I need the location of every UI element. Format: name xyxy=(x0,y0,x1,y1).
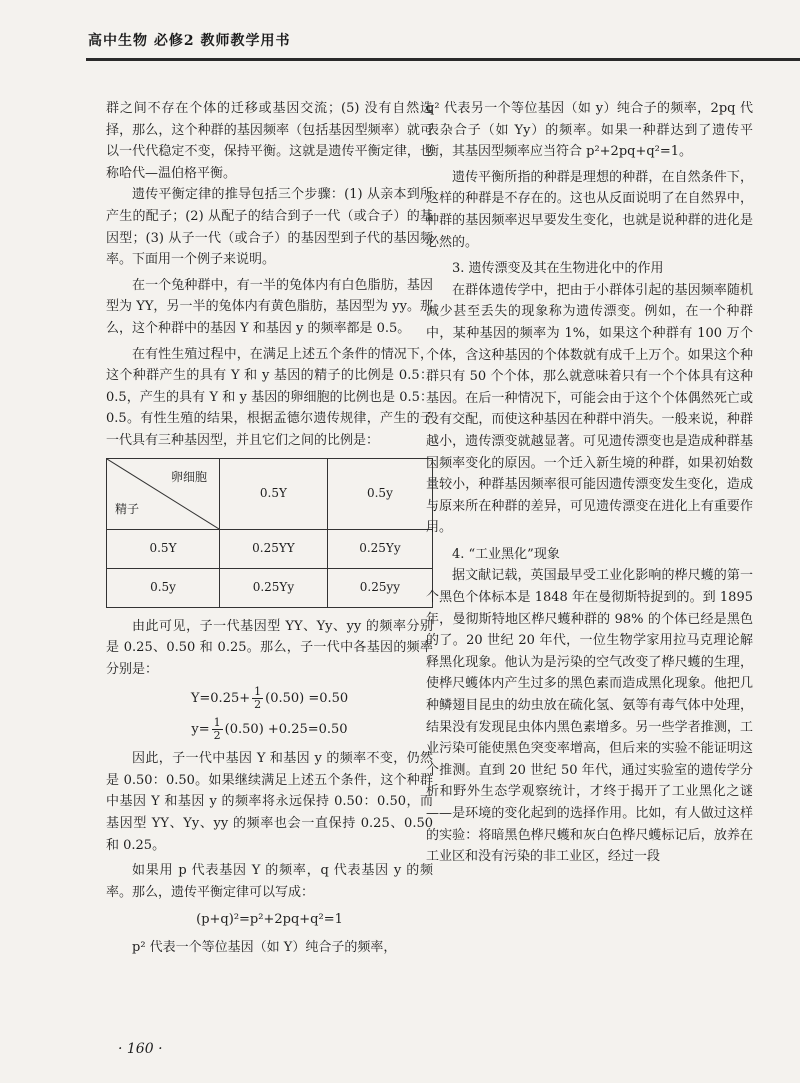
punnett-table xyxy=(106,458,433,608)
table-cell: 0.25YY xyxy=(220,529,328,568)
table-cell: 0.25Yy xyxy=(220,568,328,607)
section-heading: 3. 遗传漂变及其在生物进化中的作用 xyxy=(452,261,664,277)
table-row xyxy=(107,529,433,568)
paragraph: q² 代表另一个等位基因（如 y）纯合子的频率，2pq 代表杂合子（如 Yy）的频率。如果一种群达到了遗传平衡，其基因型频率应当符合 p²+2pq+q²=1。 xyxy=(426,101,753,160)
page-number: · 160 · xyxy=(118,1041,163,1057)
paragraph: 在有性生殖过程中，在满足上述五个条件的情况下，这个种群产生的具有 Y 和 y 基因的精子的比例是 0.5：0.5，产生的具有 Y 和 y 基因的卵细胞的比例也是 0.5：0.5。有性生殖的结果，根据孟德尔遗传规律，产生的子一代具有三种基因型，并且它们之间的比例是： xyxy=(106,346,433,448)
egg-cell-label: 卵细胞 xyxy=(170,469,207,484)
fraction: $\frac{1}{2}$ xyxy=(254,685,262,712)
paragraph: 据文献记载，英国最早受工业化影响的桦尺蠖的第一个黑色个体标本是 1848 年在曼彻斯特捉到的。到 1895 年，曼彻斯特地区桦尺蠖种群的 98% 的个体已经是黑色的了。20 世纪 20 年代，一位生物学家用拉马克理论解释黑化现象。他认为是污染的空气改变了桦尺蠖的生理，使桦尺蠖体内产生过多的黑色素而造成黑化现象。他把几种鳞翅目昆虫的幼虫放在硫化氢、氨等有毒气体中处理，结果没有发现昆虫体内黑色素增多。另一些学者推测，工业污染可能使黑色突变率增高，但后来的实验不能证明这个推测。直到 20 世纪 50 年代，通过实验室的遗传学分析和野外生态学观察统计，才终于揭开了工业黑化之谜——是环境的变化起到的选择作用。比如，有人做过这样的实验：将暗黑色桦尺蠖和灰白色桦尺蠖标记后，放养在工业区和没有污染的非工业区，经过一段 xyxy=(426,568,753,865)
row-label: 0.5Y xyxy=(107,529,220,568)
sperm-label: 精子 xyxy=(115,501,140,516)
paragraph: 由此可见，子一代基因型 YY、Yy、yy 的频率分别是 0.25、0.50 和 0.25。那么，子一代中各基因的频率分别是： xyxy=(106,618,433,677)
paragraph: 如果用 p 代表基因 Y 的频率，q 代表基因 y 的频率。那么，遗传平衡定律可以写成： xyxy=(106,863,433,900)
right-column xyxy=(426,98,753,868)
paragraph: 群之间不存在个体的迁移或基因交流；(5) 没有自然选择，那么，这个种群的基因频率（包括基因型频率）就可以一代代稳定不变，保持平衡。这就是遗传平衡定律，也称哈代—温伯格平衡。 xyxy=(106,101,433,181)
paragraph: 遗传平衡定律的推导包括三个步骤：(1) 从亲本到所产生的配子；(2) 从配子的结合到子一代（或合子）的基因型；(3) 从子一代（或合子）的基因型到子代的基因频率。下面用一个例子来说明。 xyxy=(106,187,433,268)
table-cell: 0.25Yy xyxy=(327,529,432,568)
formula-y: Y=0.25+ $\frac{1}{2}$ (0.50) =0.50 xyxy=(190,685,349,712)
row-label: 0.5y xyxy=(107,568,220,607)
table-row xyxy=(107,568,433,607)
header-rule xyxy=(86,58,800,61)
table-cell: 0.25yy xyxy=(327,568,432,607)
left-column xyxy=(106,98,433,959)
formula-small-y: y= $\frac{1}{2}$ (0.50) +0.25=0.50 xyxy=(191,716,348,743)
header-title: 高中生物 必修2 教师教学用书 xyxy=(88,33,291,49)
table-header-cell: 0.5y xyxy=(327,458,432,529)
paragraph: 在一个兔种群中，有一半的兔体内有白色脂肪，基因型为 YY，另一半的兔体内有黄色脂肪，基因型为 yy。那么，这个种群中的基因 Y 和基因 y 的频率都是 0.5。 xyxy=(106,277,433,336)
paragraph: 在群体遗传学中，把由于小群体引起的基因频率随机减少甚至丢失的现象称为遗传漂变。例如，在一个种群中，某种基因的频率为 1%，如果这个种群有 100 万个个体，含这种基因的个体数就有成千上万个。如果这个种群只有 50 个个体，那么就意味着只有一个个体具有这种基因。在后一种情况下，可能会由于这个个体偶然死亡或没有交配，而使这种基因在种群中消失。一般来说，种群越小，遗传漂变就越显著。可见遗传漂变也是造成种群基因频率变化的原因。一个迁入新生境的种群，如果初始数量较小，种群基因频率很可能因遗传漂变发生变化，造成与原来所在种群的差异，可见遗传漂变在进化上有重要作用。 xyxy=(426,282,753,536)
fraction: $\frac{1}{2}$ xyxy=(213,716,221,743)
section-heading: 4. “工业黑化”现象 xyxy=(452,546,560,562)
formula-equilibrium: (p+q)²=p²+2pq+q²=1 xyxy=(196,912,343,928)
table-corner-cell xyxy=(107,458,220,529)
table-header-cell: 0.5Y xyxy=(220,458,328,529)
paragraph: p² 代表一个等位基因（如 Y）纯合子的频率， xyxy=(132,940,397,956)
page-header xyxy=(0,0,800,75)
paragraph: 遗传平衡所指的种群是理想的种群，在自然条件下，这样的种群是不存在的。这也从反面说明了在自然界中，种群的基因频率迟早要发生变化，也就是说种群的进化是必然的。 xyxy=(426,169,753,250)
paragraph: 因此，子一代中基因 Y 和基因 y 的频率不变，仍然是 0.50：0.50。如果继续满足上述五个条件，这个种群中基因 Y 和基因 y 的频率将永远保持 0.50：0.50，而基因型 YY、Yy、yy 的频率也会一直保持 0.25、0.50 和 0.25。 xyxy=(106,751,433,853)
